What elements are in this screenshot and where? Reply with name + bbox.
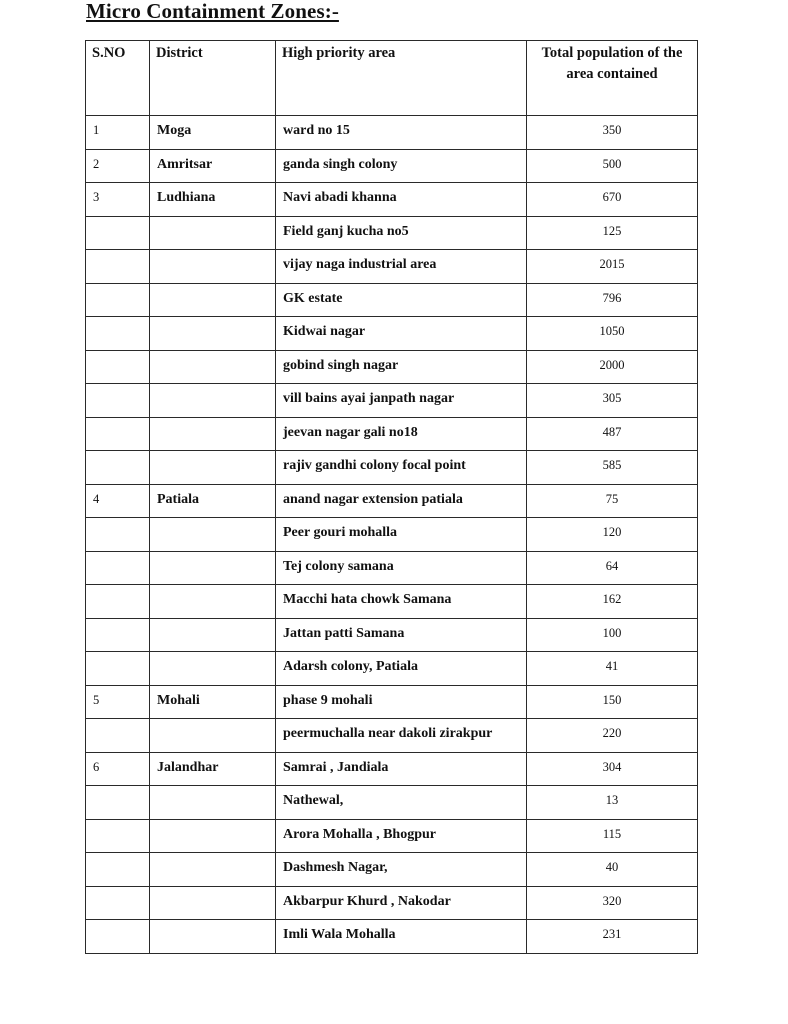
district-cell-text: Ludhiana	[157, 190, 216, 205]
area-cell-text: Arora Mohalla , Bhogpur	[283, 826, 436, 842]
table-row	[86, 250, 698, 284]
area-cell-text: Tej colony samana	[283, 558, 394, 574]
area-cell-text: Jattan patti Samana	[283, 625, 405, 641]
area-cell	[276, 585, 527, 619]
population-cell-text: 350	[602, 123, 622, 137]
sno-cell-text	[86, 351, 149, 358]
district-cell	[150, 786, 276, 820]
sno-cell-text: 4	[93, 491, 100, 506]
population-cell-text: 305	[602, 391, 622, 405]
sno-cell-text	[86, 284, 149, 291]
sno-cell	[86, 350, 150, 384]
area-cell	[276, 350, 527, 384]
population-cell-text: 115	[602, 826, 622, 841]
district-cell	[150, 350, 276, 384]
table-header-row	[86, 41, 698, 116]
population-cell-text: 304	[602, 759, 622, 774]
population-cell	[527, 183, 698, 217]
sno-cell	[86, 752, 150, 786]
population-cell-text: 220	[602, 726, 622, 740]
district-cell	[150, 283, 276, 317]
sno-cell	[86, 618, 150, 652]
table-row	[86, 149, 698, 183]
table-row	[86, 484, 698, 518]
district-cell-text	[150, 887, 275, 894]
table-body	[86, 116, 698, 954]
population-cell-text: 670	[602, 190, 622, 204]
area-cell	[276, 183, 527, 217]
sno-cell-text	[86, 250, 149, 257]
population-cell-text: 75	[605, 491, 619, 506]
population-cell-text: 585	[602, 458, 622, 472]
district-cell	[150, 149, 276, 183]
table-row	[86, 317, 698, 351]
area-cell	[276, 920, 527, 954]
table-row	[86, 384, 698, 418]
district-cell	[150, 551, 276, 585]
sno-cell	[86, 283, 150, 317]
sno-cell-text	[86, 585, 149, 592]
district-cell	[150, 518, 276, 552]
district-cell	[150, 853, 276, 887]
sno-cell-text	[86, 786, 149, 793]
district-cell	[150, 719, 276, 753]
sno-cell-text	[86, 384, 149, 391]
population-cell	[527, 149, 698, 183]
population-cell	[527, 886, 698, 920]
sno-cell-text	[86, 619, 149, 626]
district-cell	[150, 317, 276, 351]
area-cell	[276, 685, 527, 719]
sno-cell-text	[86, 887, 149, 894]
area-cell-text: Imli Wala Mohalla	[283, 927, 396, 942]
containment-zones-table	[85, 40, 698, 954]
table-row	[86, 585, 698, 619]
area-cell-text: Nathewal,	[283, 793, 344, 808]
sno-cell-text	[86, 652, 149, 659]
district-cell	[150, 585, 276, 619]
population-cell	[527, 585, 698, 619]
area-cell-text: Macchi hata chowk Samana	[283, 592, 452, 607]
sno-cell	[86, 920, 150, 954]
district-cell-text	[150, 719, 275, 726]
district-cell	[150, 484, 276, 518]
table-row	[86, 116, 698, 150]
area-cell	[276, 451, 527, 485]
district-cell-text	[150, 351, 275, 358]
area-cell-text: GK estate	[283, 290, 343, 306]
area-cell-text: jeevan nagar gali no18	[283, 424, 418, 440]
page-title: Micro Containment Zones:-	[86, 0, 339, 23]
population-cell	[527, 920, 698, 954]
district-cell	[150, 250, 276, 284]
table-row	[86, 719, 698, 753]
table-row	[86, 283, 698, 317]
population-cell-text: 41	[605, 659, 619, 673]
sno-cell	[86, 116, 150, 150]
table-row	[86, 819, 698, 853]
population-cell	[527, 853, 698, 887]
sno-cell	[86, 853, 150, 887]
table-row	[86, 417, 698, 451]
district-cell-text: Jalandhar	[157, 759, 219, 775]
population-cell-text: 487	[602, 424, 622, 439]
population-cell	[527, 652, 698, 686]
sno-cell-text: 6	[93, 759, 100, 774]
area-cell	[276, 149, 527, 183]
district-cell-text	[150, 585, 275, 592]
sno-cell-text	[86, 451, 149, 458]
area-cell-text: Akbarpur Khurd , Nakodar	[283, 893, 451, 909]
population-cell	[527, 719, 698, 753]
table-row	[86, 216, 698, 250]
district-cell-text	[150, 853, 275, 860]
population-cell	[527, 786, 698, 820]
sno-cell	[86, 518, 150, 552]
table-row	[86, 350, 698, 384]
district-cell	[150, 819, 276, 853]
sno-cell	[86, 216, 150, 250]
district-cell-text	[150, 652, 275, 659]
district-cell	[150, 652, 276, 686]
district-cell-text: Moga	[157, 123, 192, 138]
district-cell-text	[150, 250, 275, 257]
population-cell-text: 125	[602, 223, 622, 238]
header-sno: S.NO	[86, 41, 150, 116]
population-cell-text: 1050	[599, 324, 625, 338]
sno-cell-text	[86, 820, 149, 827]
table-row	[86, 451, 698, 485]
sno-cell-text	[86, 217, 149, 224]
area-cell-text: Navi abadi khanna	[283, 190, 397, 205]
table-row	[86, 183, 698, 217]
area-cell	[276, 417, 527, 451]
sno-cell-text	[86, 853, 149, 860]
area-cell	[276, 518, 527, 552]
area-cell-text: phase 9 mohali	[283, 692, 373, 708]
population-cell	[527, 317, 698, 351]
district-cell-text: Patiala	[157, 491, 199, 507]
sno-cell	[86, 317, 150, 351]
area-cell	[276, 652, 527, 686]
sno-cell-text: 3	[93, 190, 100, 204]
population-cell-text: 2015	[599, 257, 625, 271]
population-cell-text: 320	[602, 893, 622, 908]
district-cell-text	[150, 619, 275, 626]
area-cell-text: Dashmesh Nagar,	[283, 860, 388, 875]
area-cell-text: peermuchalla near dakoli zirakpur	[283, 726, 493, 741]
header-district: District	[150, 41, 276, 116]
district-cell	[150, 752, 276, 786]
table-row	[86, 652, 698, 686]
area-cell	[276, 819, 527, 853]
district-cell	[150, 417, 276, 451]
area-cell	[276, 250, 527, 284]
area-cell-text: ward no 15	[283, 123, 350, 138]
population-cell	[527, 116, 698, 150]
sno-cell	[86, 551, 150, 585]
area-cell-text: vill bains ayai janpath nagar	[283, 391, 455, 406]
sno-cell	[86, 786, 150, 820]
table-row	[86, 551, 698, 585]
population-cell	[527, 618, 698, 652]
district-cell	[150, 920, 276, 954]
area-cell-text: Peer gouri mohalla	[283, 525, 398, 540]
district-cell-text	[150, 384, 275, 391]
table-row	[86, 685, 698, 719]
population-cell	[527, 518, 698, 552]
table-row	[86, 618, 698, 652]
table-row	[86, 853, 698, 887]
sno-cell	[86, 886, 150, 920]
area-cell	[276, 216, 527, 250]
area-cell	[276, 116, 527, 150]
sno-cell-text	[86, 418, 149, 425]
sno-cell	[86, 250, 150, 284]
sno-cell	[86, 484, 150, 518]
district-cell	[150, 183, 276, 217]
district-cell-text	[150, 317, 275, 324]
district-cell-text	[150, 552, 275, 559]
area-cell-text: Field ganj kucha no5	[283, 223, 409, 239]
population-cell	[527, 216, 698, 250]
population-cell	[527, 819, 698, 853]
area-cell	[276, 283, 527, 317]
population-cell-text: 2000	[599, 357, 625, 372]
area-cell	[276, 752, 527, 786]
population-cell-text: 162	[602, 592, 622, 606]
sno-cell	[86, 183, 150, 217]
area-cell	[276, 618, 527, 652]
district-cell	[150, 685, 276, 719]
table-row	[86, 786, 698, 820]
sno-cell	[86, 451, 150, 485]
area-cell	[276, 384, 527, 418]
sno-cell	[86, 384, 150, 418]
header-high-priority-area: High priority area	[276, 41, 527, 116]
sno-cell-text: 2	[93, 156, 100, 171]
population-cell-text: 500	[602, 156, 622, 171]
district-cell	[150, 384, 276, 418]
area-cell	[276, 551, 527, 585]
population-cell-text: 231	[602, 927, 622, 941]
district-cell-text	[150, 920, 275, 927]
population-cell-text: 40	[605, 860, 619, 874]
sno-cell-text	[86, 317, 149, 324]
district-cell-text	[150, 451, 275, 458]
district-cell-text	[150, 217, 275, 224]
population-cell-text: 120	[602, 525, 622, 539]
area-cell	[276, 886, 527, 920]
area-cell-text: Samrai , Jandiala	[283, 759, 389, 775]
sno-cell	[86, 719, 150, 753]
population-cell-text: 100	[602, 625, 622, 640]
district-cell-text: Amritsar	[157, 156, 213, 172]
area-cell	[276, 719, 527, 753]
area-cell-text: gobind singh nagar	[283, 357, 399, 373]
table-row	[86, 518, 698, 552]
population-cell	[527, 685, 698, 719]
sno-cell	[86, 585, 150, 619]
district-cell	[150, 216, 276, 250]
population-cell-text: 150	[602, 692, 622, 707]
population-cell	[527, 752, 698, 786]
sno-cell	[86, 819, 150, 853]
population-cell	[527, 417, 698, 451]
area-cell-text: Kidwai nagar	[283, 324, 366, 339]
sno-cell	[86, 149, 150, 183]
header-total-population: Total population of the area contained	[527, 41, 698, 116]
population-cell	[527, 384, 698, 418]
sno-cell	[86, 652, 150, 686]
population-cell	[527, 551, 698, 585]
area-cell-text: anand nagar extension patiala	[283, 491, 463, 507]
sno-cell-text	[86, 920, 149, 927]
area-cell-text: vijay naga industrial area	[283, 257, 437, 272]
sno-cell	[86, 685, 150, 719]
sno-cell-text	[86, 719, 149, 726]
table-row	[86, 920, 698, 954]
area-cell	[276, 484, 527, 518]
sno-cell-text: 1	[93, 123, 100, 137]
district-cell-text	[150, 518, 275, 525]
area-cell	[276, 786, 527, 820]
population-cell	[527, 250, 698, 284]
sno-cell-text	[86, 552, 149, 559]
district-cell-text: Mohali	[157, 692, 200, 708]
area-cell-text: rajiv gandhi colony focal point	[283, 458, 466, 473]
sno-cell-text: 5	[93, 692, 100, 707]
sno-cell	[86, 417, 150, 451]
district-cell	[150, 618, 276, 652]
district-cell-text	[150, 786, 275, 793]
district-cell-text	[150, 820, 275, 827]
district-cell	[150, 451, 276, 485]
population-cell	[527, 451, 698, 485]
sno-cell-text	[86, 518, 149, 525]
table-row	[86, 886, 698, 920]
district-cell	[150, 886, 276, 920]
population-cell-text: 796	[602, 290, 622, 305]
area-cell-text: ganda singh colony	[283, 156, 398, 172]
table-row	[86, 752, 698, 786]
population-cell-text: 64	[605, 558, 619, 573]
area-cell-text: Adarsh colony, Patiala	[283, 659, 418, 674]
area-cell	[276, 317, 527, 351]
population-cell	[527, 484, 698, 518]
area-cell	[276, 853, 527, 887]
district-cell-text	[150, 418, 275, 425]
district-cell-text	[150, 284, 275, 291]
district-cell	[150, 116, 276, 150]
population-cell	[527, 350, 698, 384]
population-cell-text: 13	[605, 793, 619, 807]
population-cell	[527, 283, 698, 317]
